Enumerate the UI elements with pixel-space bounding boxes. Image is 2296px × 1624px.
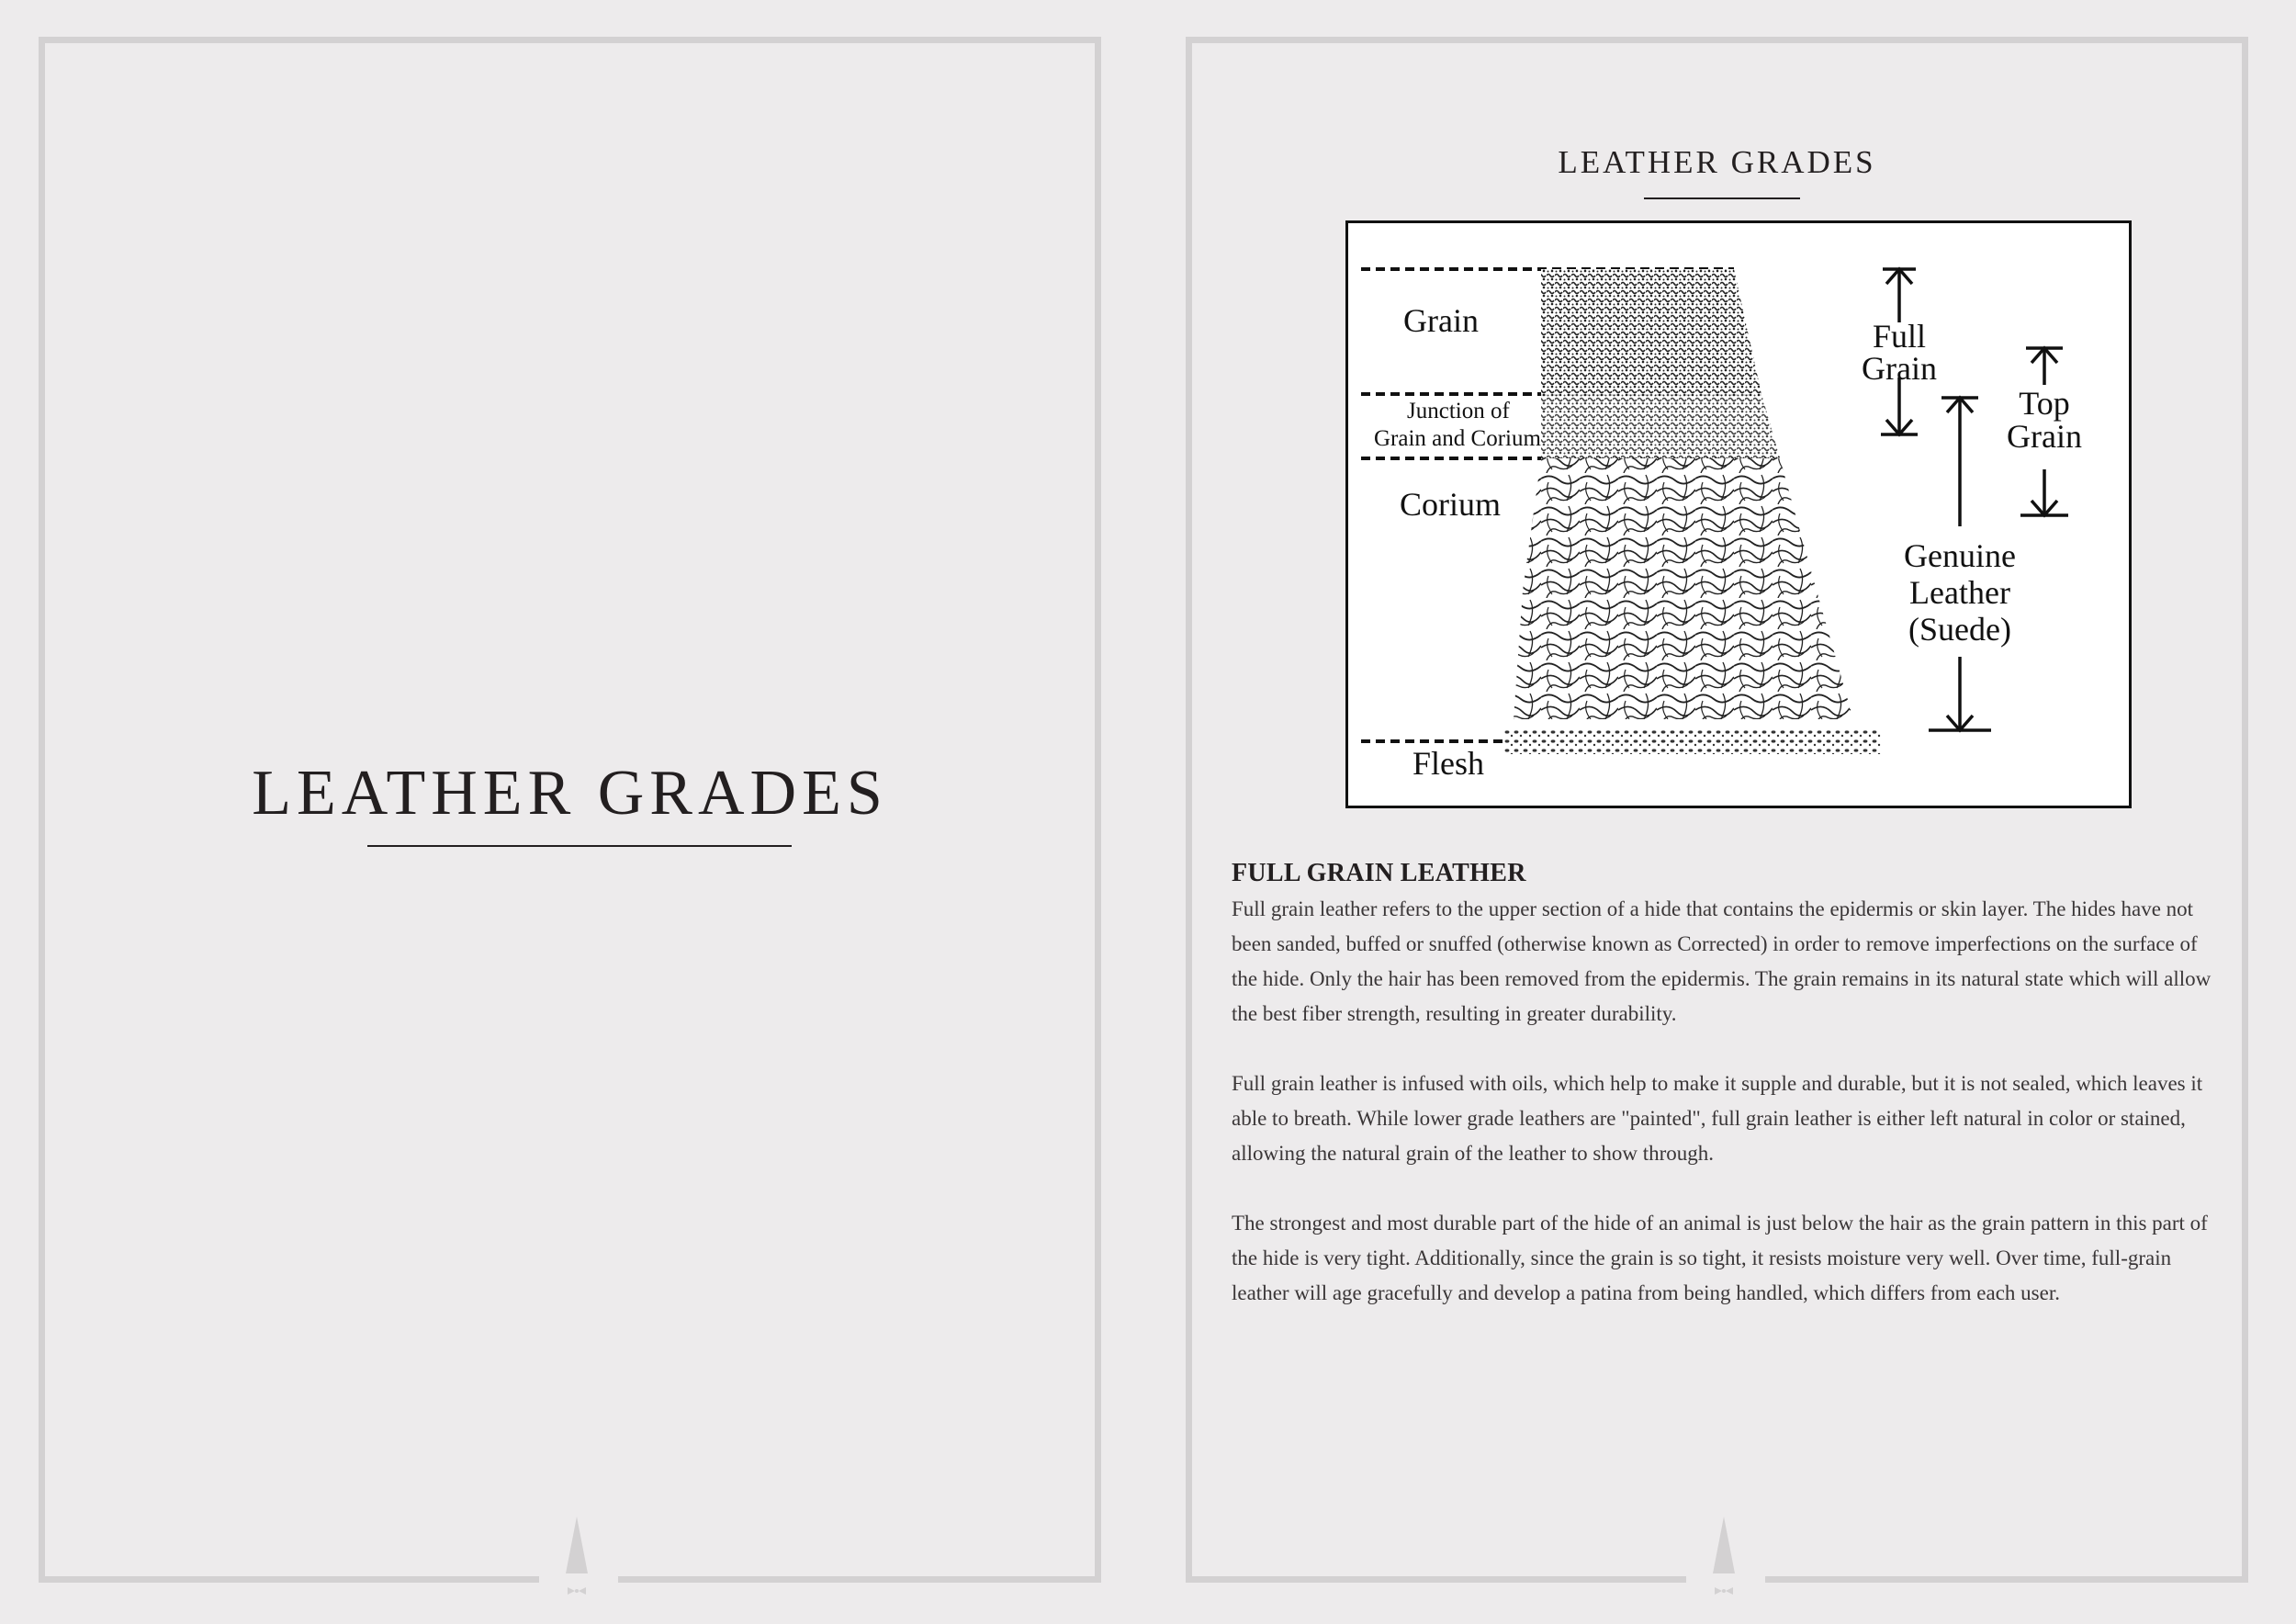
grain-layer	[1541, 269, 1761, 394]
cover-title: LEATHER GRADES	[252, 758, 888, 829]
paragraph: The strongest and most durable part of the hide of an animal is just below the hair as the grain pattern in this part of the hide is very tight. Additionally, since the grain is so tight, it resists moisture very well. Over time, full-grain leather will age gracefully and develop a patina from being handled, which differs from each user.	[1232, 1212, 2208, 1304]
article-body	[1232, 857, 2214, 1346]
paragraph: Full grain leather is infused with oils, which help to make it supple and durable, but it is not sealed, which leaves it able to breath. While lower grade leathers are "painted", full grain leather is either left natural in color or stained, allowing the natural grain of the leather to show through.	[1232, 1072, 2203, 1165]
label-genuine-line3: (Suede)	[1908, 611, 2011, 648]
label-full-grain-line2: Grain	[1862, 350, 1937, 387]
junction-layer	[1541, 394, 1780, 458]
label-full-grain-line1: Full	[1872, 318, 1927, 355]
running-title: LEATHER GRADES	[1558, 144, 1876, 180]
knife-and-bowtie-icon	[555, 1511, 599, 1607]
left-page	[39, 37, 1101, 1583]
knife-and-bowtie-icon	[1702, 1511, 1746, 1607]
label-junction-line2: Grain and Corium	[1374, 426, 1541, 451]
label-genuine-line2: Leather	[1909, 574, 2010, 611]
running-title-rule	[1644, 197, 1800, 199]
label-corium: Corium	[1400, 486, 1502, 523]
leather-layers-diagram	[1345, 220, 2132, 808]
flesh-layer	[1504, 728, 1881, 754]
cover-title-rule	[367, 845, 792, 847]
label-top-grain-line2: Grain	[2007, 418, 2082, 455]
paragraph: Full grain leather refers to the upper section of a hide that contains the epidermis or skin layer. The hides have not been sanded, buffed or snuffed (otherwise known as Corrected) in order to remove imperfections on the surface of the hide. Only the hair has been removed from the epidermis. The grain remains in its natural state which will allow the best fiber strength, resulting in greater durability.	[1232, 897, 2212, 1025]
corium-layer	[1514, 458, 1853, 719]
label-grain: Grain	[1403, 302, 1479, 339]
section-heading: FULL GRAIN LEATHER	[1232, 859, 1526, 887]
label-genuine-line1: Genuine	[1904, 537, 2016, 574]
right-page	[1186, 37, 2248, 1583]
label-flesh: Flesh	[1412, 745, 1485, 782]
label-top-grain-line1: Top	[2019, 385, 2070, 422]
label-junction-line1: Junction of	[1407, 399, 1510, 423]
